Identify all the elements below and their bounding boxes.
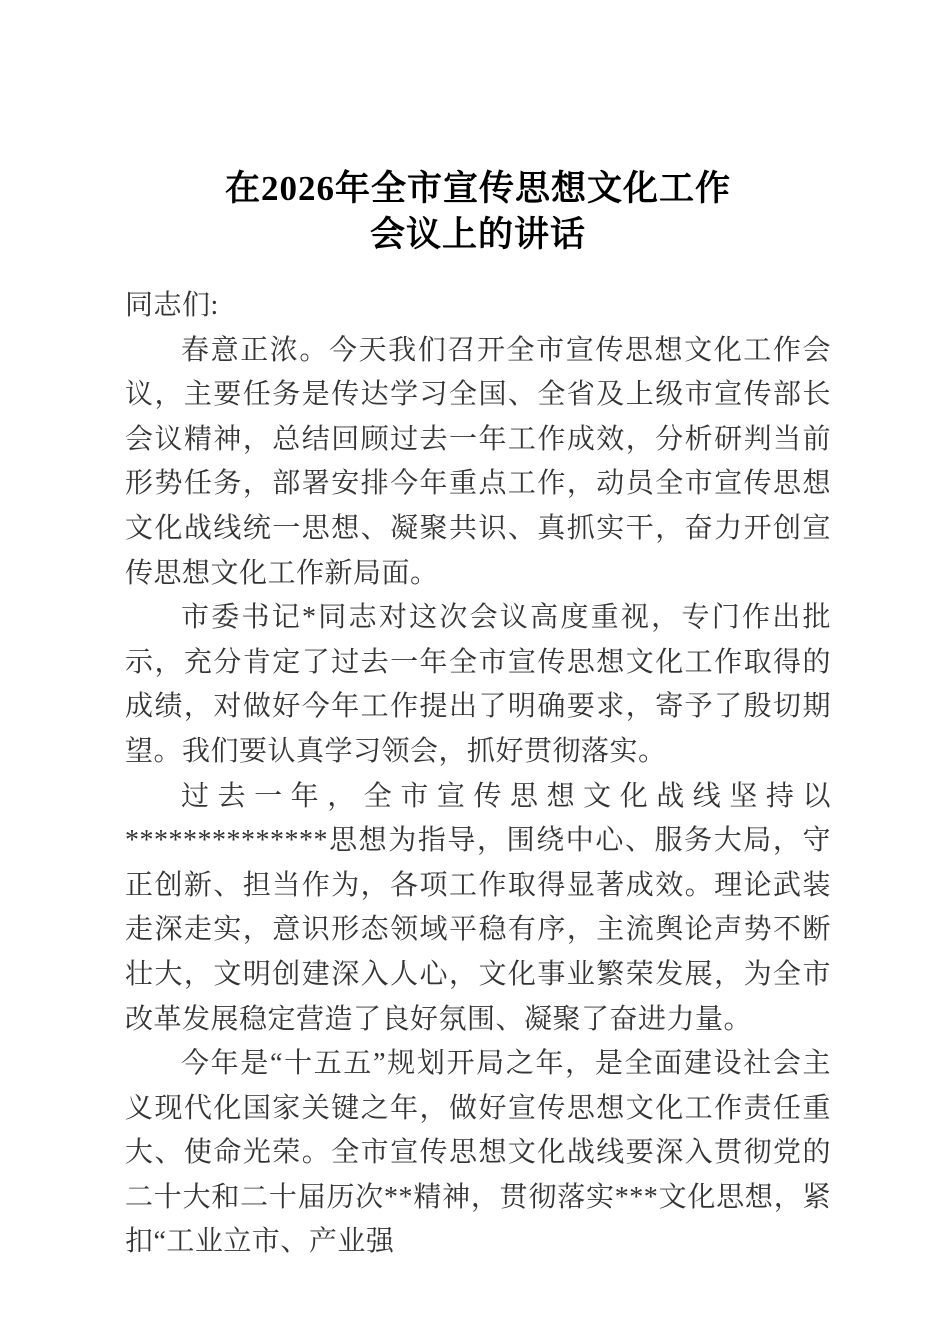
document-content bbox=[125, 166, 831, 1265]
paragraph-1: 春意正浓。今天我们召开全市宣传思想文化工作会议，主要任务是传达学习全国、全省及上级市宣传部长会议精神，总结回顾过去一年工作成效，分析研判当前形势任务，部署安排今年重点工作，动员全市宣传思想文化战线统一思想、凝聚共识、真抓实干，奋力开创宣传思想文化工作新局面。 bbox=[125, 334, 831, 589]
salutation: 同志们: bbox=[125, 290, 219, 321]
document-body bbox=[125, 284, 831, 1265]
document-title-line-2: 会议上的讲话 bbox=[369, 215, 586, 254]
document-title bbox=[125, 166, 831, 258]
document-title-line-1: 在2026年全市宣传思想文化工作 bbox=[224, 169, 731, 208]
paragraph-2: 市委书记*同志对这次会议高度重视，专门作出批示，充分肯定了过去一年全市宣传思想文化工作取得的成绩，对做好今年工作提出了明确要求，寄予了殷切期望。我们要认真学习领会，抓好贯彻落实。 bbox=[125, 602, 831, 767]
paragraph-4: 今年是“十五五”规划开局之年，是全面建设社会主义现代化国家关键之年，做好宣传思想文化工作责任重大、使命光荣。全市宣传思想文化战线要深入贯彻党的二十大和二十届历次**精神，贯彻落实***文化思想，紧扣“工业立市、产业强 bbox=[125, 1048, 831, 1258]
paragraph-3: 过去一年，全市宣传思想文化战线坚持以**************思想为指导，围绕中心、服务大局，守正创新、担当作为，各项工作取得显著成效。理论武装走深走实，意识形态领域平稳有序，主流舆论声势不断壮大，文明创建深入人心，文化事业繁荣发展，为全市改革发展稳定营造了良好氛围、凝聚了奋进力量。 bbox=[125, 780, 831, 1035]
